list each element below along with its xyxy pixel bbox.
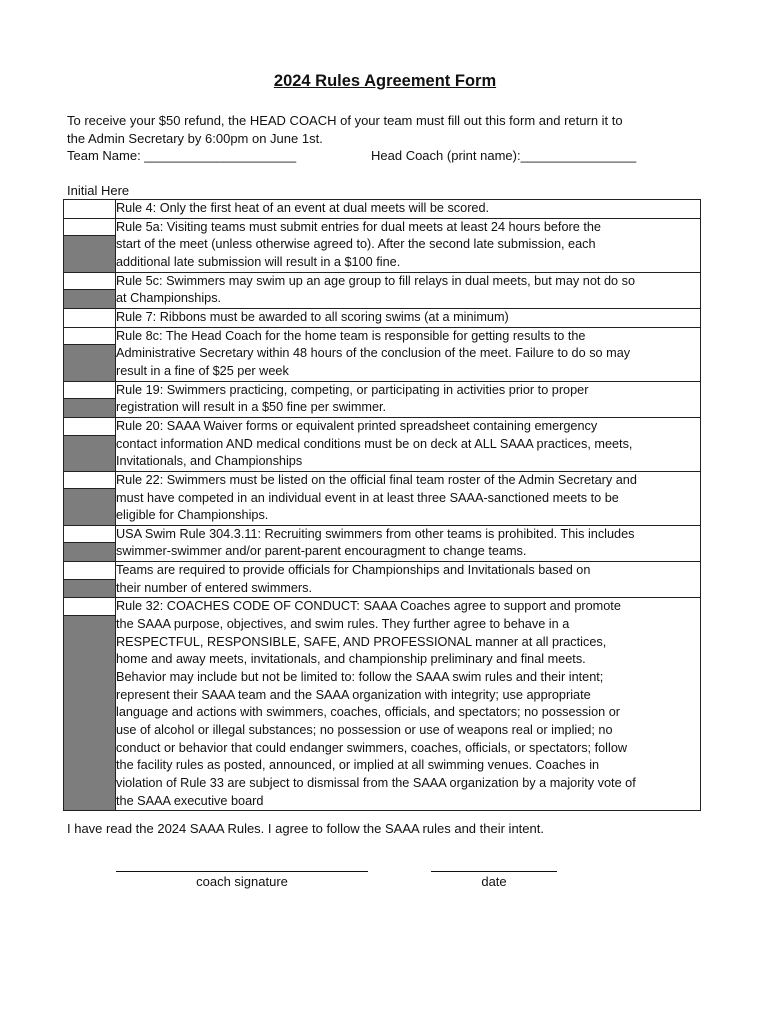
rule-text-line: Administrative Secretary within 48 hours of the conclusion of the meet. Failure to do so may [116, 346, 631, 361]
rule-row [64, 327, 701, 381]
initial-input-area[interactable] [64, 309, 115, 327]
rule-text-line: the SAAA purpose, objectives, and swim rules. They further agree to behave in a [116, 617, 570, 632]
rule-row [64, 308, 701, 327]
initial-input-area[interactable] [64, 526, 115, 544]
intro-line-1: To receive your $50 refund, the HEAD COACH of your team must fill out this form and return it to [67, 113, 623, 128]
shaded-area [64, 345, 115, 380]
rule-text-line: the SAAA executive board [116, 793, 264, 808]
shaded-area [64, 616, 115, 810]
rules-table [63, 199, 701, 811]
rule-text-line: Rule 22: Swimmers must be listed on the official final team roster of the Admin Secretary and [116, 472, 637, 487]
rule-text-line: Rule 5c: Swimmers may swim up an age group to fill relays in dual meets, but may not do so [116, 273, 636, 288]
date-label: date [481, 874, 507, 889]
rule-text-line: start of the meet (unless otherwise agreed to). After the second late submission, each [116, 237, 596, 252]
initial-input-area[interactable] [64, 418, 115, 436]
rule-text-line: Rule 5a: Visiting teams must submit entries for dual meets at least 24 hours before the [116, 219, 601, 234]
rule-text-line: additional late submission will result in a $100 fine. [116, 254, 401, 269]
rule-text [116, 471, 701, 525]
shaded-area [64, 290, 115, 308]
initial-box[interactable] [64, 598, 116, 811]
shaded-area [64, 580, 115, 598]
rule-text-line: contact information AND medical conditions must be on deck at ALL SAAA practices, meets, [116, 436, 633, 451]
rule-text-line: result in a fine of $25 per week [116, 363, 289, 378]
rule-row [64, 471, 701, 525]
rule-text-line: violation of Rule 33 are subject to dismissal from the SAAA organization by a majority vote of [116, 776, 636, 790]
initial-input-area[interactable] [64, 472, 115, 490]
intro-line-2: the Admin Secretary by 6:00pm on June 1st. [67, 130, 323, 146]
rule-text-line: Rule 32: COACHES CODE OF CONDUCT: SAAA Coaches agree to support and promote [116, 599, 621, 614]
head-coach-field[interactable]: Head Coach (print name):________________ [371, 148, 637, 163]
rule-text [116, 417, 701, 471]
rule-text-line: Rule 19: Swimmers practicing, competing, or participating in activities prior to proper [116, 382, 589, 397]
rule-text-line: Rule 8c: The Head Coach for the home team is responsible for getting results to the [116, 328, 586, 343]
rule-row [64, 272, 701, 308]
rule-text [116, 200, 701, 219]
rule-text-line: RESPECTFUL, RESPONSIBLE, SAFE, AND PROFESSIONAL manner at all practices, [116, 634, 607, 649]
rule-row [64, 417, 701, 471]
team-name-field[interactable]: Team Name: _____________________ [67, 148, 297, 163]
initial-box[interactable] [64, 308, 116, 327]
rule-text-line: at Championships. [116, 291, 222, 306]
rule-text [116, 327, 701, 381]
rule-text-line: Rule 4: Only the first heat of an event at dual meets will be scored. [116, 201, 490, 215]
initial-box[interactable] [64, 200, 116, 219]
shaded-area [64, 489, 115, 524]
rule-row [64, 200, 701, 219]
rule-text-line: the facility rules as posted, announced, or implied at all swimming venues. Coaches in [116, 758, 600, 773]
rule-text-line: represent their SAAA team and the SAAA organization with integrity; use appropriate [116, 687, 591, 702]
coach-signature-line[interactable] [116, 871, 368, 872]
rule-text [116, 218, 701, 272]
rule-text [116, 272, 701, 308]
coach-signature-label: coach signature [196, 874, 288, 889]
rule-text-line: use of alcohol or illegal substances; no possession or use of weapons real or implied; no [116, 723, 613, 738]
initial-input-area[interactable] [64, 200, 115, 218]
initial-box[interactable] [64, 471, 116, 525]
rule-text-line: Rule 7: Ribbons must be awarded to all scoring swims (at a minimum) [116, 309, 509, 324]
initial-input-area[interactable] [64, 219, 115, 237]
rule-text-line: language and actions with swimmers, coaches, officials, and spectators; no possession or [116, 705, 621, 720]
rule-text-line: Invitationals, and Championships [116, 454, 303, 469]
rule-text-line: home and away meets, invitationals, and championship preliminary and final meets. [116, 652, 586, 667]
rule-text-line: Teams are required to provide officials for Championships and Invitationals based on [116, 563, 591, 578]
rule-row [64, 525, 701, 561]
initial-box[interactable] [64, 562, 116, 598]
shaded-area [64, 399, 115, 417]
rule-text [116, 308, 701, 327]
rule-text-line: their number of entered swimmers. [116, 580, 313, 595]
rule-text [116, 598, 701, 811]
rule-text-line: swimmer-swimmer and/or parent-parent encouragment to change teams. [116, 544, 527, 559]
form-title: 2024 Rules Agreement Form [273, 72, 497, 90]
initial-box[interactable] [64, 525, 116, 561]
initial-box[interactable] [64, 218, 116, 272]
rule-text-line: registration will result in a $50 fine per swimmer. [116, 400, 387, 415]
shaded-area [64, 543, 115, 561]
rule-text-line: must have competed in an individual event in at least three SAAA-sanctioned meets to be [116, 490, 619, 505]
initial-box[interactable] [64, 417, 116, 471]
agreement-statement: I have read the 2024 SAAA Rules. I agree to follow the SAAA rules and their intent. [67, 821, 544, 836]
initial-input-area[interactable] [64, 273, 115, 291]
initial-input-area[interactable] [64, 328, 115, 346]
rule-row [64, 218, 701, 272]
initial-box[interactable] [64, 381, 116, 417]
rule-text-line: eligible for Championships. [116, 508, 269, 523]
shaded-area [64, 236, 115, 271]
rule-text-line: Behavior may include but not be limited to: follow the SAAA swim rules and their intent; [116, 670, 604, 685]
initial-here-label: Initial Here [67, 183, 130, 198]
date-line[interactable] [431, 871, 557, 872]
initial-box[interactable] [64, 327, 116, 381]
rule-text-line: USA Swim Rule 304.3.11: Recruiting swimmers from other teams is prohibited. This includes [116, 526, 635, 541]
rule-row [64, 562, 701, 598]
rule-row [64, 598, 701, 811]
rule-text-line: Rule 20: SAAA Waiver forms or equivalent printed spreadsheet containing emergency [116, 418, 598, 433]
rule-text [116, 525, 701, 561]
rule-text [116, 381, 701, 417]
rule-text [116, 562, 701, 598]
shaded-area [64, 436, 115, 471]
rule-row [64, 381, 701, 417]
initial-input-area[interactable] [64, 382, 115, 400]
initial-input-area[interactable] [64, 598, 115, 616]
rule-text-line: conduct or behavior that could endanger swimmers, coaches, officials, or spectators; follow [116, 740, 628, 755]
initial-box[interactable] [64, 272, 116, 308]
initial-input-area[interactable] [64, 562, 115, 580]
